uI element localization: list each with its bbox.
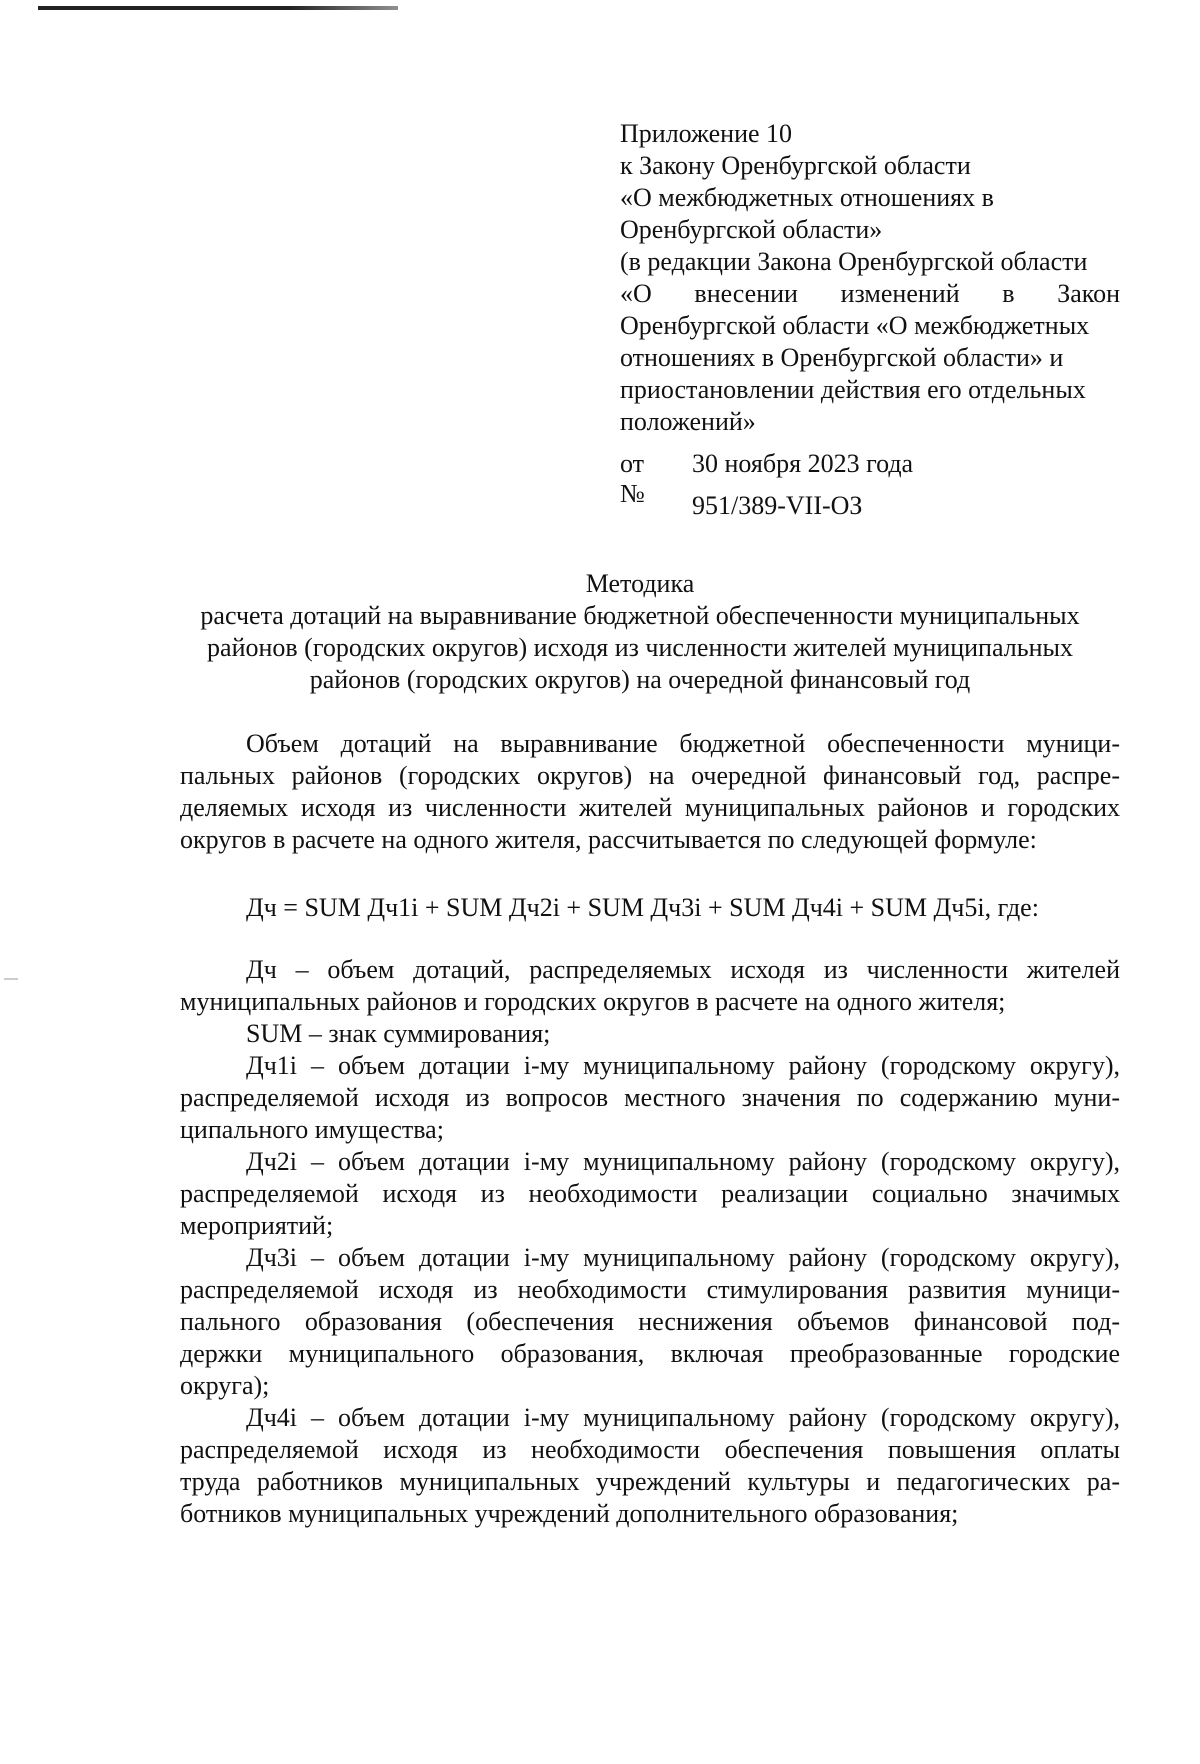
paragraph-line: деляемых исходя из численности жителей муниципальных районов и городских: [180, 793, 1120, 822]
paragraph-line: пальных районов (городских округов) на очередной финансовый год, распре-: [180, 761, 1120, 790]
paragraph-line: Дч – объем дотаций, распределяемых исходя из численности жителей: [246, 955, 1120, 984]
definition-item: [180, 1018, 1120, 1050]
paragraph-line: держки муниципального образования, включая преобразованные городские: [180, 1339, 1120, 1368]
title-line: расчета дотаций на выравнивание бюджетной обеспеченности муниципальных: [200, 601, 1080, 630]
paragraph-line: ципального имущества;: [180, 1115, 444, 1144]
appendix-line: положений»: [620, 407, 756, 436]
paragraph-line: распределяемой исходя из необходимости реализации социально значимых: [180, 1179, 1120, 1208]
definition-item: [180, 1050, 1120, 1146]
paragraph-line: мероприятий;: [180, 1211, 334, 1240]
date-label: от: [620, 449, 645, 478]
paragraph-line: труда работников муниципальных учреждений культуры и педагогических ра-: [180, 1467, 1120, 1496]
paragraph-line: пального образования (обеспечения неснижения объемов финансовой под-: [180, 1307, 1120, 1336]
paragraph-line: распределяемой исходя из необходимости стимулирования развития муници-: [180, 1275, 1120, 1304]
appendix-line: к Закону Оренбургской области: [620, 151, 971, 180]
appendix-line: приостановлении действия его отдельных: [620, 375, 1086, 404]
definition-item: [180, 954, 1120, 1018]
appendix-line: «О межбюджетных отношениях в: [620, 183, 994, 212]
top-rule-divider: [38, 6, 398, 10]
paragraph-line: SUM – знак суммирования;: [246, 1019, 551, 1048]
scan-artifact: [4, 978, 18, 980]
definition-item: [180, 1242, 1120, 1402]
appendix-line: Оренбургской области»: [620, 215, 883, 244]
paragraph-line: ботников муниципальных учреждений дополнительного образования;: [180, 1499, 959, 1528]
intro-paragraph: [180, 728, 1120, 856]
paragraph-line: Дч1i – объем дотации i-му муниципальному району (городскому округу),: [246, 1051, 1120, 1080]
appendix-line: (в редакции Закона Оренбургской области: [620, 247, 1088, 276]
paragraph-line: муниципальных районов и городских округов в расчете на одного жителя;: [180, 987, 1006, 1016]
title-line: районов (городских округов) на очередной финансовый год: [309, 665, 971, 694]
title-line: районов (городских округов) исходя из численности жителей муниципальных: [207, 633, 1073, 662]
appendix-line: Приложение 10: [620, 119, 793, 148]
appendix-line: отношениях в Оренбургской области» и: [620, 343, 1064, 372]
appendix-line: «О внесении изменений в Закон: [620, 279, 1120, 308]
number-label: №: [620, 479, 645, 508]
law-date: 30 ноября 2023 года: [692, 449, 914, 478]
appendix-header: [620, 118, 1120, 438]
title-heading: Методика: [585, 569, 695, 598]
paragraph-line: распределяемой исходя из вопросов местного значения по содержанию муни-: [180, 1083, 1120, 1112]
appendix-line: Оренбургской области «О межбюджетных: [620, 311, 1090, 340]
paragraph-line: Дч2i – объем дотации i-му муниципальному району (городскому округу),: [246, 1147, 1120, 1176]
paragraph-line: Дч3i – объем дотации i-му муниципальному району (городскому округу),: [246, 1243, 1120, 1272]
paragraph-line: округов в расчете на одного жителя, рассчитывается по следующей формуле:: [180, 825, 1037, 854]
paragraph-line: округа);: [180, 1371, 270, 1400]
formula: Дч = SUM Дч1i + SUM Дч2i + SUM Дч3i + SUM Дч4i + SUM Дч5i, где:: [246, 893, 1039, 922]
paragraph-line: Дч4i – объем дотации i-му муниципальному району (городскому округу),: [246, 1403, 1120, 1432]
definition-item: [180, 1402, 1120, 1530]
paragraph-line: распределяемой исходя из необходимости обеспечения повышения оплаты: [180, 1435, 1120, 1464]
definition-item: [180, 1146, 1120, 1242]
definitions-list: [180, 954, 1120, 1530]
law-number: 951/389-VII-ОЗ: [692, 491, 863, 520]
paragraph-line: Объем дотаций на выравнивание бюджетной обеспеченности муници-: [246, 729, 1120, 758]
methodology-title: [160, 568, 1120, 696]
